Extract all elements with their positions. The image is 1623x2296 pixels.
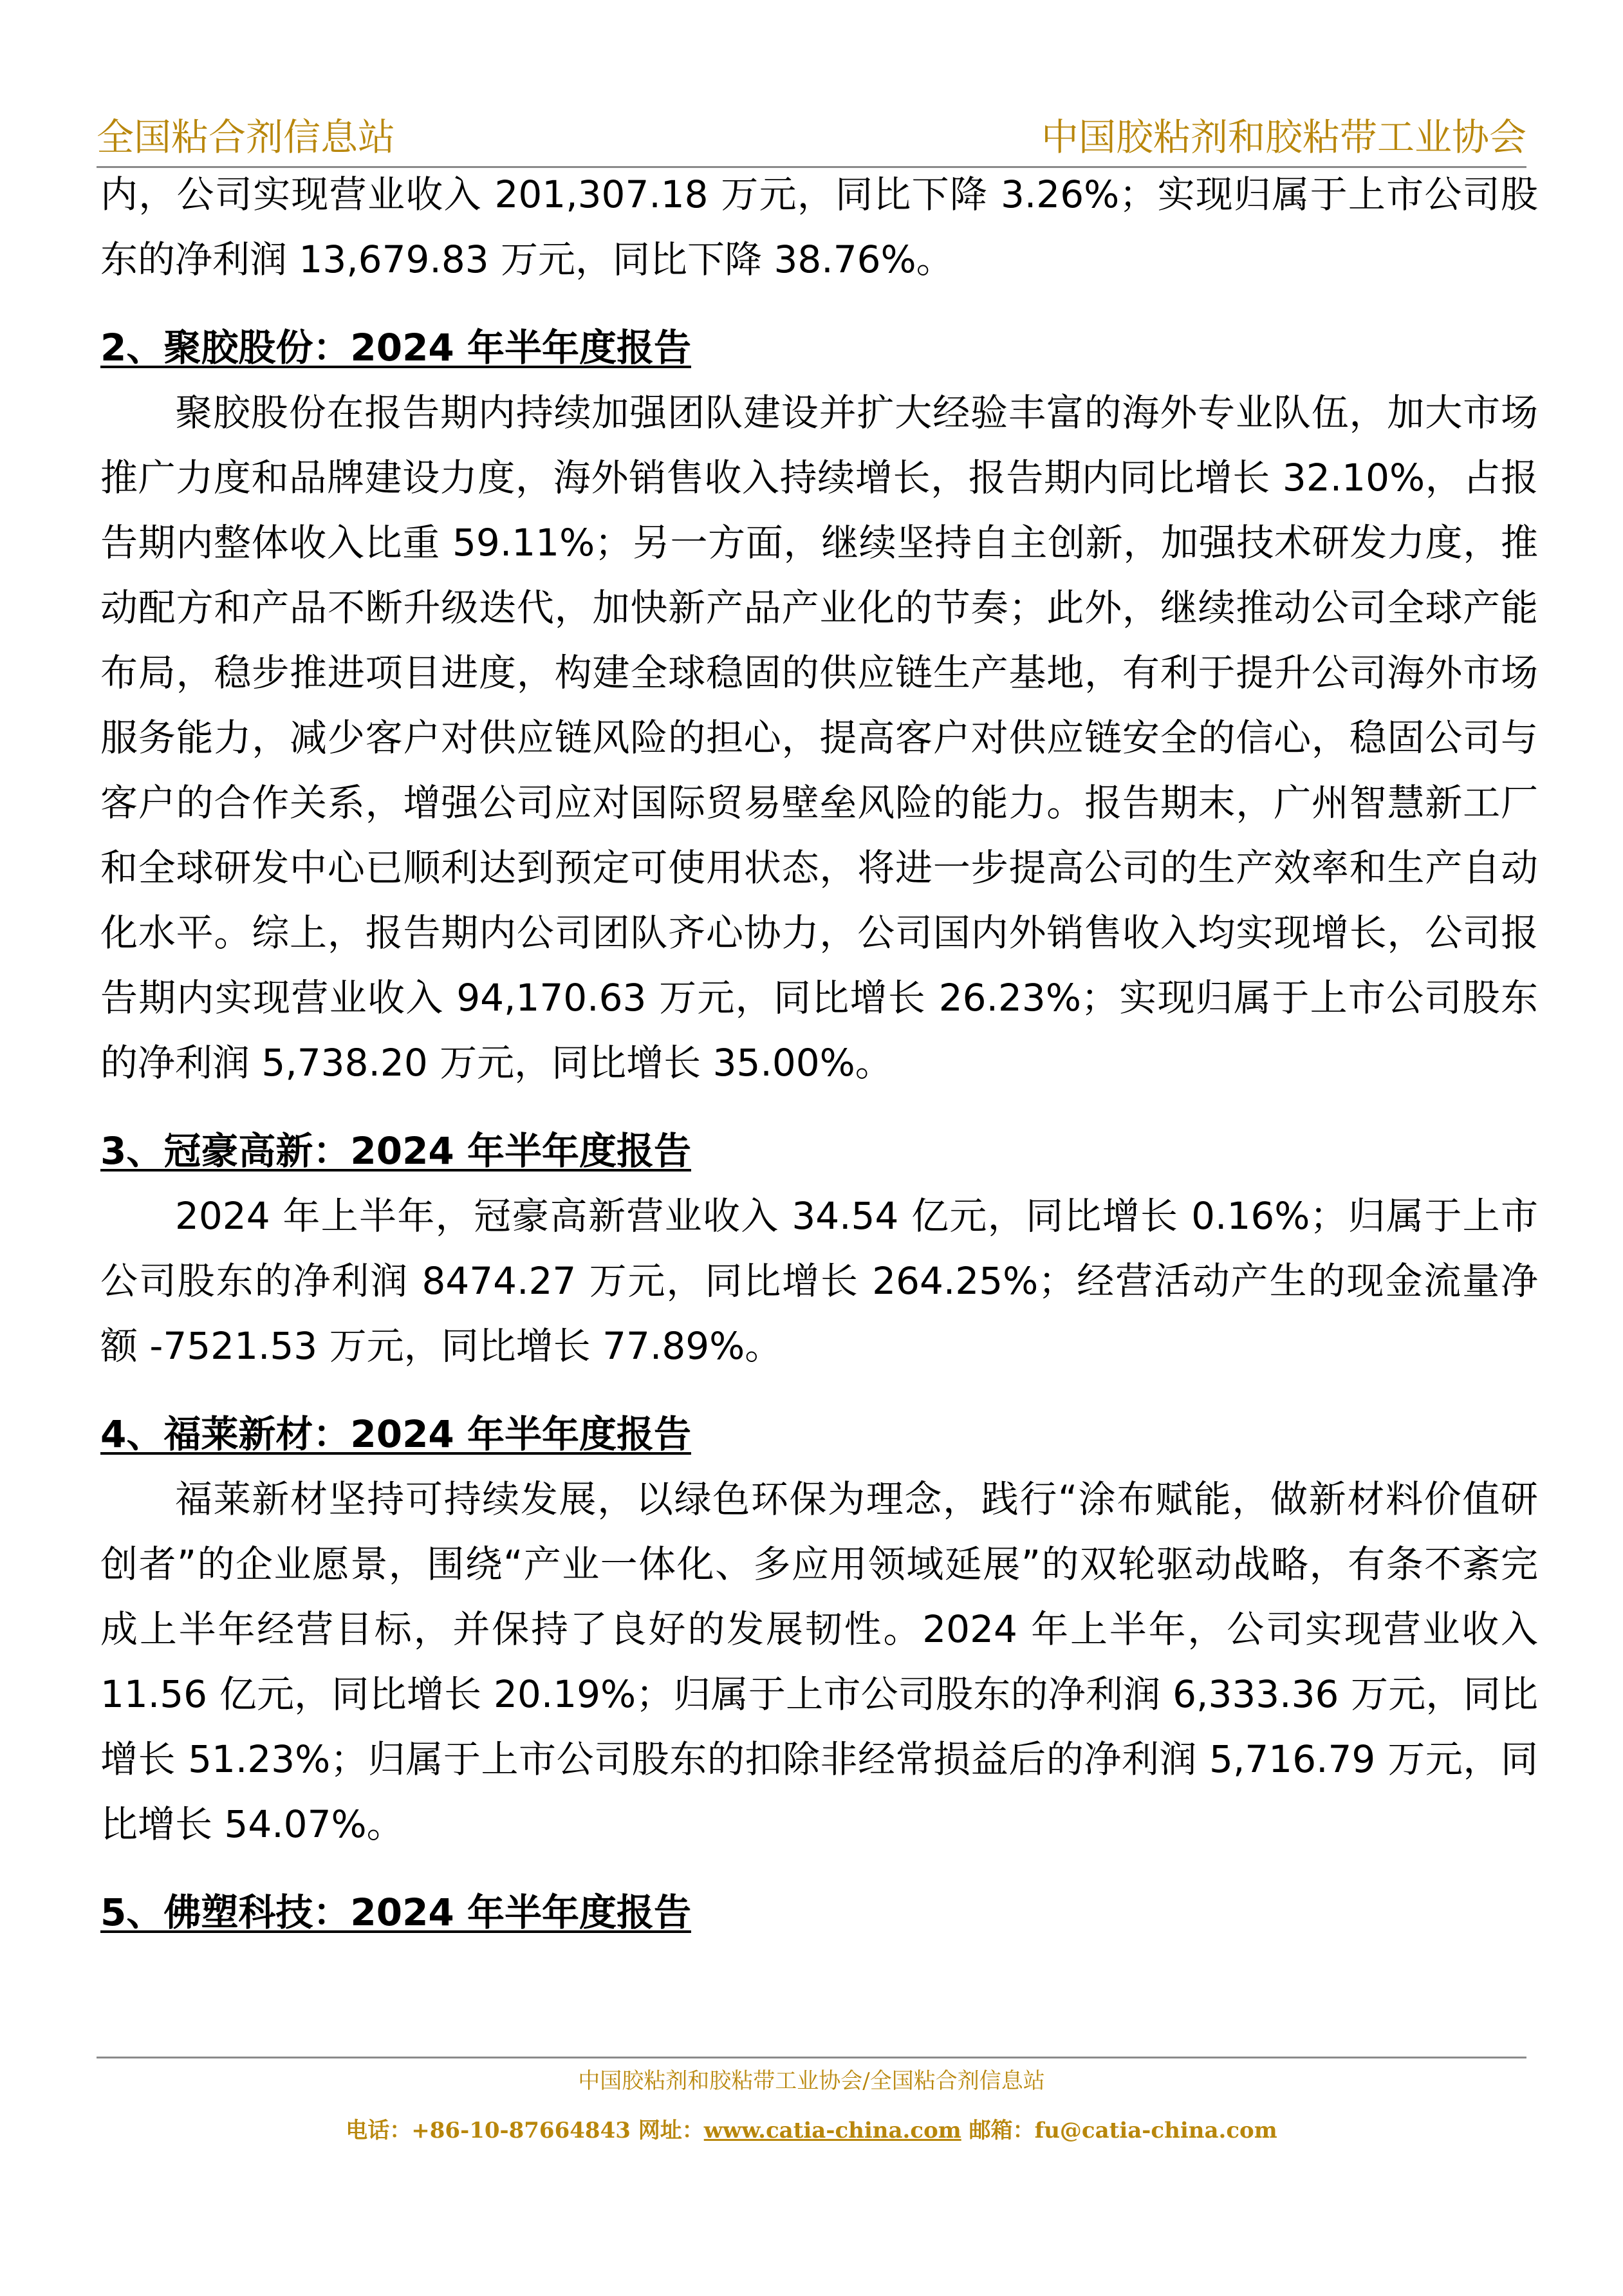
website-label: 网址： — [638, 2118, 704, 2143]
section-paragraph: 福莱新材坚持可持续发展，以绿色环保为理念，践行“涂布赋能，做新材料价值研创者”的企业愿景，围绕“产业一体化、多应用领域延展”的双轮驱动战略，有条不紊完成上半年经营目标，并保持了良好的发展韧性。2024 年上半年，公司实现营业收入 11.56 亿元，同比增长 20.19%；归属于上市公司股东的净利润 6,333.36 万元，同比增长 51.23%；归属于上市公司股东的扣除非经常损益后的净利润 5,716.79 万元，同比增长 54.07%。 — [100, 1477, 1538, 1846]
phone-label: 电话： — [346, 2118, 412, 2143]
footer-divider — [97, 2057, 1526, 2058]
header-association-name: 中国胶粘剂和胶粘带工业协会 — [1041, 115, 1526, 159]
phone-number: +86-10-87664843 — [411, 2118, 631, 2143]
email-label: 邮箱： — [969, 2118, 1035, 2143]
footer-contact — [0, 2114, 1623, 2147]
section-fosu — [100, 1880, 1538, 1945]
document-body — [100, 162, 1538, 1945]
section-guanhao — [100, 1119, 1538, 1379]
section-paragraph: 2024 年上半年，冠豪高新营业收入 34.54 亿元，同比增长 0.16%；归属于上市公司股东的净利润 8474.27 万元，同比增长 264.25%；经营活动产生的现金流量净额 -7521.53 万元，同比增长 77.89%。 — [100, 1194, 1538, 1368]
page-header — [97, 115, 1526, 168]
website-link[interactable]: www.catia-china.com — [703, 2118, 961, 2143]
footer-organization: 中国胶粘剂和胶粘带工业协会/全国粘合剂信息站 — [578, 2068, 1045, 2094]
section-title: 3、冠豪高新：2024 年半年度报告 — [100, 1129, 691, 1173]
header-site-name: 全国粘合剂信息站 — [97, 115, 396, 159]
section-paragraph: 聚胶股份在报告期内持续加强团队建设并扩大经验丰富的海外专业队伍，加大市场推广力度和品牌建设力度，海外销售收入持续增长，报告期内同比增长 32.10%，占报告期内整体收入比重 59.11%；另一方面，继续坚持自主创新，加强技术研发力度，推动配方和产品不断升级迭代，加快新产品产业化的节奏；此外，继续推动公司全球产能布局，稳步推进项目进度，构建全球稳固的供应链生产基地，有利于提升公司海外市场服务能力，减少客户对供应链风险的担心，提高客户对供应链安全的信心，稳固公司与客户的合作关系，增强公司应对国际贸易壁垒风险的能力。报告期末，广州智慧新工厂和全球研发中心已顺利达到预定可使用状态，将进一步提高公司的生产效率和生产自动化水平。综上，报告期内公司团队齐心协力，公司国内外销售收入均实现增长，公司报告期内实现营业收入 94,170.63 万元，同比增长 26.23%；实现归属于上市公司股东的净利润 5,738.20 万元，同比增长 35.00%。 — [100, 391, 1538, 1085]
section-title: 5、佛塑科技：2024 年半年度报告 — [100, 1890, 691, 1934]
intro-paragraph: 内，公司实现营业收入 201,307.18 万元，同比下降 3.26%；实现归属于上市公司股东的净利润 13,679.83 万元，同比下降 38.76%。 — [100, 173, 1538, 281]
section-title: 2、聚胶股份：2024 年半年度报告 — [100, 326, 691, 369]
section-jujiao — [100, 315, 1538, 1096]
section-fulai — [100, 1402, 1538, 1857]
section-title: 4、福莱新材：2024 年半年度报告 — [100, 1412, 691, 1456]
email-address[interactable]: fu@catia-china.com — [1034, 2118, 1277, 2143]
